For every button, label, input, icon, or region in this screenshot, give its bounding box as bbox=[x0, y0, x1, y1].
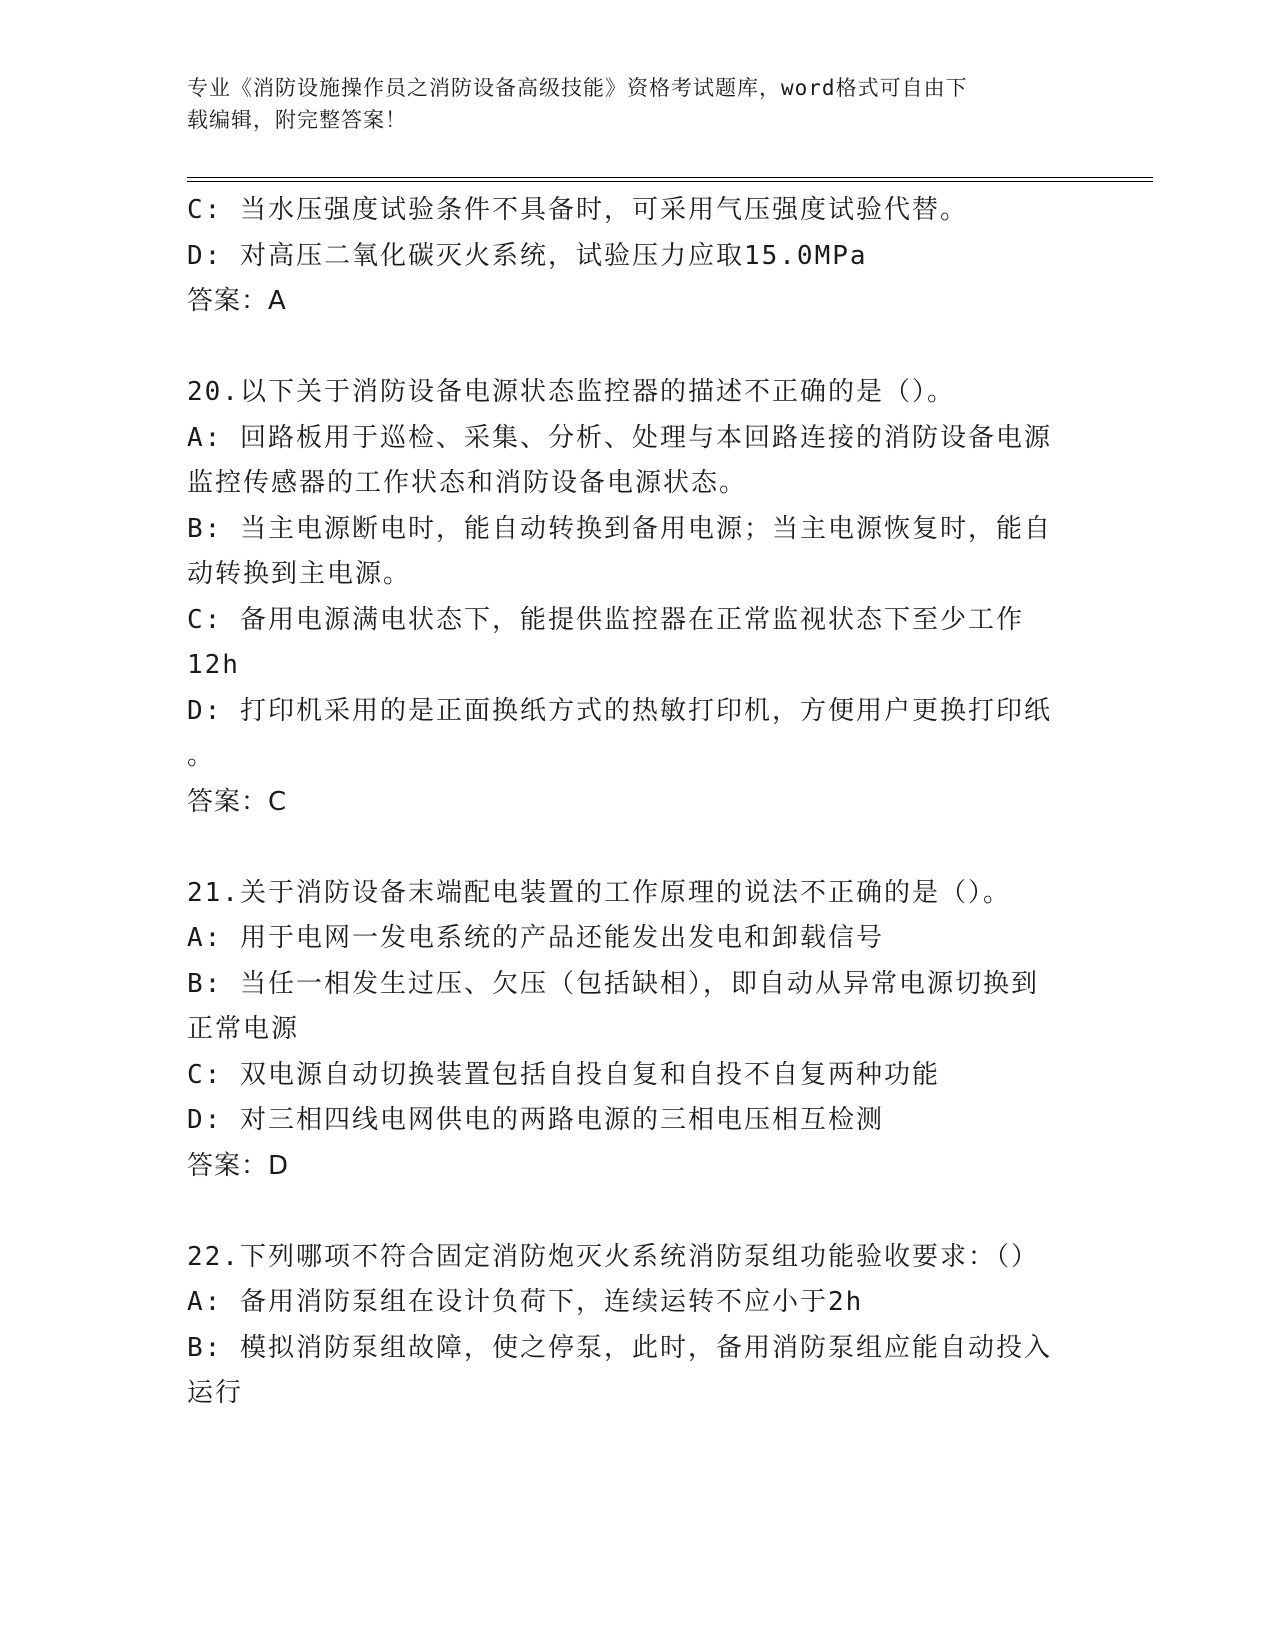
option-b-cont: 运行 bbox=[187, 1378, 244, 1408]
option-b: B: 当任一相发生过压、欠压（包括缺相），即自动从异常电源切换到 bbox=[187, 968, 1039, 999]
spacer bbox=[187, 325, 1067, 371]
document-header bbox=[187, 72, 1067, 136]
option-b: B: 当主电源断电时，能自动转换到备用电源；当主电源恢复时，能自 bbox=[187, 513, 1052, 544]
question-content bbox=[187, 188, 1067, 1417]
option-d: D: 对三相四线电网供电的两路电源的三相电压相互检测 bbox=[187, 1105, 884, 1135]
option-b-cont: 动转换到主电源。 bbox=[187, 559, 412, 589]
option-a: A: 回路板用于巡检、采集、分析、处理与本回路连接的消防设备电源 bbox=[187, 422, 1052, 453]
option-a-cont: 监控传感器的工作状态和消防设备电源状态。 bbox=[187, 468, 748, 498]
option-d: D: 对高压二氧化碳灭火系统，试验压力应取15.0MPa bbox=[187, 240, 868, 271]
option-c: C: 双电源自动切换装置包括自投自复和自投不自复两种功能 bbox=[187, 1059, 940, 1090]
question-21 bbox=[187, 871, 1067, 1190]
question-stem: 21.关于消防设备末端配电装置的工作原理的说法不正确的是（）。 bbox=[187, 877, 1011, 908]
option-a: A: 用于电网一发电系统的产品还能发出发电和卸载信号 bbox=[187, 923, 884, 953]
option-d: D: 打印机采用的是正面换纸方式的热敏打印机，方便用户更换打印纸 bbox=[187, 695, 1052, 726]
option-c: C: 当水压强度试验条件不具备时，可采用气压强度试验代替。 bbox=[187, 195, 968, 225]
header-divider-bottom bbox=[187, 181, 1153, 182]
option-d-cont: 。 bbox=[187, 741, 216, 771]
header-divider-top bbox=[187, 177, 1153, 178]
spacer bbox=[187, 1189, 1067, 1235]
option-b: B: 模拟消防泵组故障，使之停泵，此时，备用消防泵组应能自动投入 bbox=[187, 1332, 1052, 1363]
option-c-cont: 12h bbox=[187, 650, 240, 680]
option-c: C: 备用电源满电状态下，能提供监控器在正常监视状态下至少工作 bbox=[187, 604, 1024, 635]
spacer bbox=[187, 825, 1067, 871]
question-20 bbox=[187, 370, 1067, 825]
header-line-1: 专业《消防设施操作员之消防设备高级技能》资格考试题库，word格式可自由下 bbox=[187, 76, 968, 100]
answer-label: 答案：C bbox=[187, 786, 288, 817]
answer-label: 答案：D bbox=[187, 1150, 290, 1181]
header-line-2: 载编辑，附完整答案！ bbox=[187, 108, 407, 132]
option-a: A: 备用消防泵组在设计负荷下，连续运转不应小于2h bbox=[187, 1287, 864, 1317]
prev-question-block bbox=[187, 188, 1067, 325]
question-stem: 22.下列哪项不符合固定消防炮灭火系统消防泵组功能验收要求：（） bbox=[187, 1241, 1039, 1272]
question-22 bbox=[187, 1235, 1067, 1417]
option-b-cont: 正常电源 bbox=[187, 1014, 300, 1044]
question-stem: 20.以下关于消防设备电源状态监控器的描述不正确的是（）。 bbox=[187, 377, 955, 407]
answer-label: 答案：A bbox=[187, 286, 287, 316]
